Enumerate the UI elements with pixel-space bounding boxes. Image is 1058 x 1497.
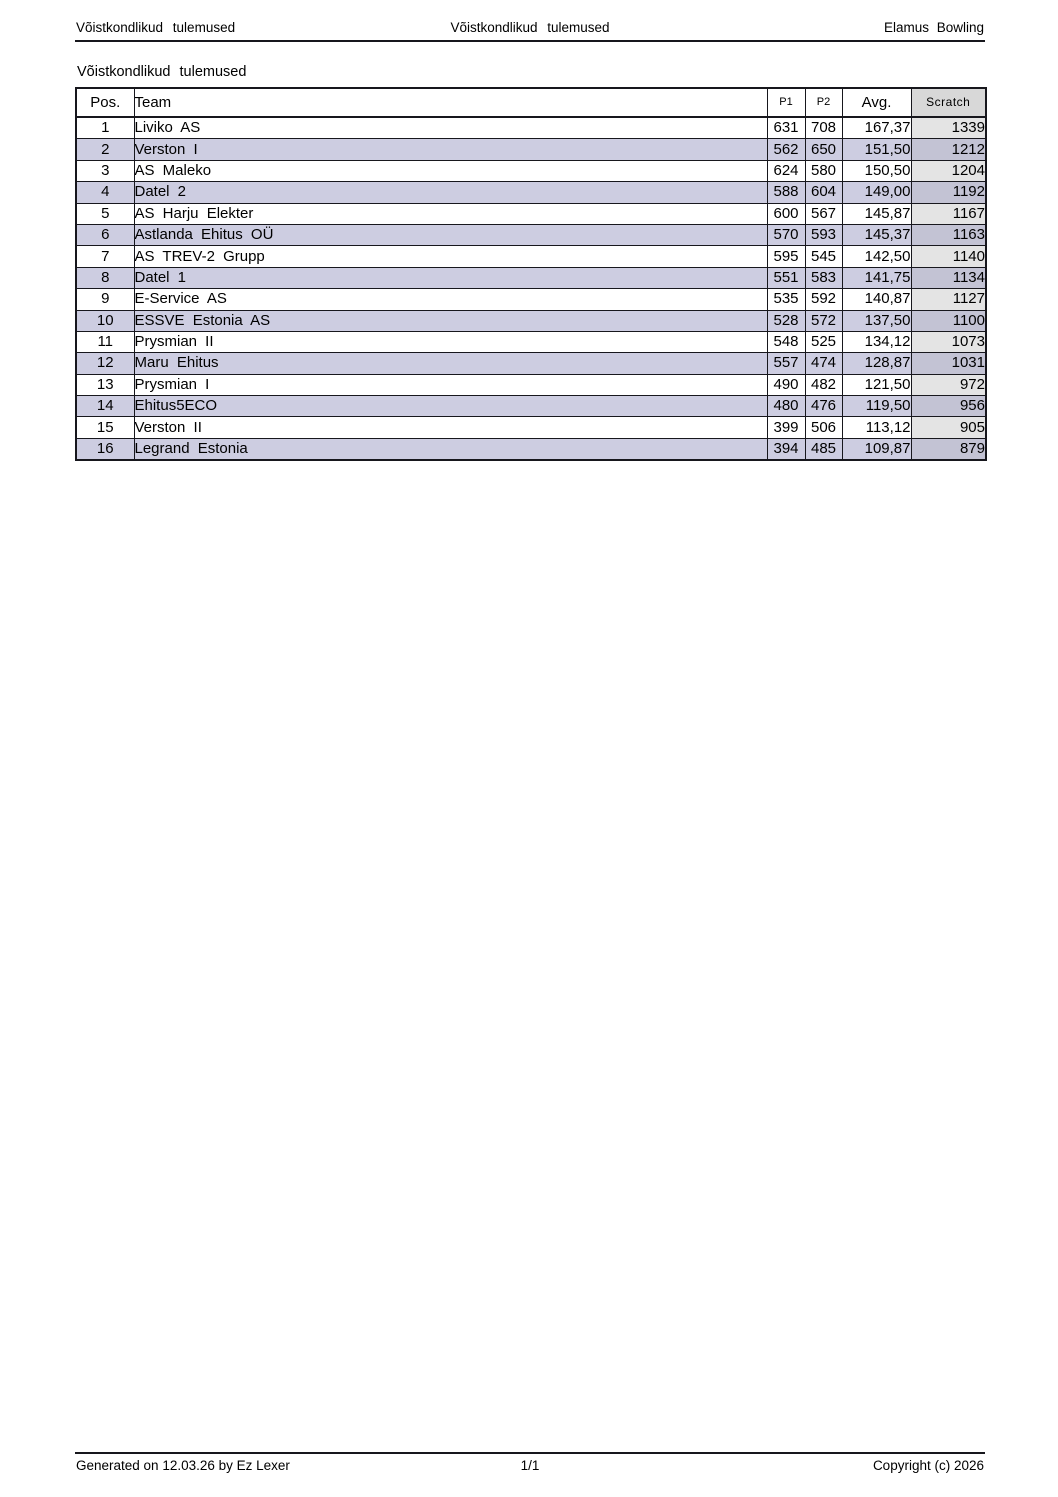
cell-pos: 6 [76, 224, 134, 245]
cell-p1: 480 [767, 396, 805, 417]
cell-scratch: 972 [911, 374, 986, 395]
cell-p2: 583 [805, 267, 842, 288]
cell-scratch: 1100 [911, 310, 986, 331]
results-table [75, 87, 987, 461]
cell-p1: 624 [767, 160, 805, 181]
page-header-center: Võistkondlikud tulemused [450, 20, 610, 35]
cell-scratch: 956 [911, 396, 986, 417]
table-row [76, 267, 986, 288]
cell-team: Prysmian II [134, 331, 767, 352]
cell-p1: 557 [767, 353, 805, 374]
column-header-p1: P1 [767, 88, 805, 117]
report-title: Võistkondlikud tulemused [77, 64, 247, 80]
cell-team: Astlanda Ehitus OÜ [134, 224, 767, 245]
table-row [76, 289, 986, 310]
cell-p2: 604 [805, 182, 842, 203]
cell-p2: 525 [805, 331, 842, 352]
cell-avg: 134,12 [842, 331, 911, 352]
cell-avg: 140,87 [842, 289, 911, 310]
cell-team: E-Service AS [134, 289, 767, 310]
cell-p1: 631 [767, 117, 805, 139]
cell-scratch: 1192 [911, 182, 986, 203]
cell-avg: 149,00 [842, 182, 911, 203]
cell-p2: 593 [805, 224, 842, 245]
table-row [76, 224, 986, 245]
cell-scratch: 1212 [911, 139, 986, 160]
cell-avg: 109,87 [842, 438, 911, 460]
cell-team: Verston II [134, 417, 767, 438]
cell-p1: 399 [767, 417, 805, 438]
footer-generated-text: Generated on 12.03.26 by Ez Lexer [76, 1458, 290, 1473]
cell-pos: 8 [76, 267, 134, 288]
cell-p2: 567 [805, 203, 842, 224]
cell-pos: 10 [76, 310, 134, 331]
cell-pos: 1 [76, 117, 134, 139]
cell-scratch: 1134 [911, 267, 986, 288]
cell-team: AS TREV-2 Grupp [134, 246, 767, 267]
cell-p1: 551 [767, 267, 805, 288]
cell-p2: 506 [805, 417, 842, 438]
results-table-header [76, 88, 986, 117]
cell-pos: 7 [76, 246, 134, 267]
header-row [76, 88, 986, 117]
cell-team: Prysmian I [134, 374, 767, 395]
cell-p1: 490 [767, 374, 805, 395]
results-table-body [76, 117, 986, 460]
cell-p2: 482 [805, 374, 842, 395]
cell-avg: 121,50 [842, 374, 911, 395]
column-header-pos: Pos. [76, 88, 134, 117]
table-row [76, 203, 986, 224]
table-row [76, 182, 986, 203]
cell-avg: 150,50 [842, 160, 911, 181]
cell-pos: 14 [76, 396, 134, 417]
cell-scratch: 879 [911, 438, 986, 460]
cell-p1: 548 [767, 331, 805, 352]
page-footer [75, 1452, 985, 1476]
cell-p1: 562 [767, 139, 805, 160]
cell-team: AS Harju Elekter [134, 203, 767, 224]
page-header-left: Võistkondlikud tulemused [76, 20, 236, 35]
cell-team: Datel 2 [134, 182, 767, 203]
table-row [76, 117, 986, 139]
cell-p2: 476 [805, 396, 842, 417]
cell-avg: 113,12 [842, 417, 911, 438]
cell-pos: 11 [76, 331, 134, 352]
table-row [76, 374, 986, 395]
cell-scratch: 1204 [911, 160, 986, 181]
cell-p1: 528 [767, 310, 805, 331]
page-header [75, 18, 985, 42]
table-row [76, 160, 986, 181]
cell-scratch: 1163 [911, 224, 986, 245]
page-header-right: Elamus Bowling [883, 20, 984, 35]
cell-avg: 145,37 [842, 224, 911, 245]
cell-p1: 394 [767, 438, 805, 460]
table-row [76, 417, 986, 438]
table-row [76, 396, 986, 417]
cell-pos: 5 [76, 203, 134, 224]
cell-team: ESSVE Estonia AS [134, 310, 767, 331]
column-header-team: Team [134, 88, 767, 117]
cell-scratch: 1073 [911, 331, 986, 352]
cell-team: Datel 1 [134, 267, 767, 288]
cell-avg: 167,37 [842, 117, 911, 139]
cell-scratch: 905 [911, 417, 986, 438]
cell-p2: 572 [805, 310, 842, 331]
cell-team: Verston I [134, 139, 767, 160]
cell-scratch: 1339 [911, 117, 986, 139]
cell-p2: 485 [805, 438, 842, 460]
cell-p1: 570 [767, 224, 805, 245]
cell-avg: 151,50 [842, 139, 911, 160]
cell-pos: 15 [76, 417, 134, 438]
cell-p1: 535 [767, 289, 805, 310]
cell-avg: 142,50 [842, 246, 911, 267]
table-row [76, 139, 986, 160]
cell-team: AS Maleko [134, 160, 767, 181]
cell-avg: 145,87 [842, 203, 911, 224]
cell-pos: 16 [76, 438, 134, 460]
cell-team: Maru Ehitus [134, 353, 767, 374]
cell-pos: 9 [76, 289, 134, 310]
cell-p1: 595 [767, 246, 805, 267]
cell-p2: 650 [805, 139, 842, 160]
cell-p2: 474 [805, 353, 842, 374]
cell-pos: 2 [76, 139, 134, 160]
cell-pos: 12 [76, 353, 134, 374]
footer-copyright: Copyright (c) 2026 [872, 1458, 984, 1473]
column-header-scratch: Scratch [911, 88, 986, 117]
column-header-avg: Avg. [842, 88, 911, 117]
cell-avg: 128,87 [842, 353, 911, 374]
cell-avg: 119,50 [842, 396, 911, 417]
cell-team: Legrand Estonia [134, 438, 767, 460]
cell-p1: 600 [767, 203, 805, 224]
cell-p2: 580 [805, 160, 842, 181]
cell-pos: 3 [76, 160, 134, 181]
table-row [76, 438, 986, 460]
column-header-p2: P2 [805, 88, 842, 117]
cell-scratch: 1031 [911, 353, 986, 374]
table-row [76, 310, 986, 331]
cell-p2: 592 [805, 289, 842, 310]
cell-scratch: 1127 [911, 289, 986, 310]
cell-pos: 13 [76, 374, 134, 395]
cell-pos: 4 [76, 182, 134, 203]
cell-avg: 141,75 [842, 267, 911, 288]
table-row [76, 331, 986, 352]
table-row [76, 246, 986, 267]
footer-page-number: 1/1 [520, 1458, 540, 1473]
cell-p1: 588 [767, 182, 805, 203]
cell-p2: 708 [805, 117, 842, 139]
cell-team: Liviko AS [134, 117, 767, 139]
cell-scratch: 1167 [911, 203, 986, 224]
cell-avg: 137,50 [842, 310, 911, 331]
cell-p2: 545 [805, 246, 842, 267]
cell-scratch: 1140 [911, 246, 986, 267]
cell-team: Ehitus5ECO [134, 396, 767, 417]
table-row [76, 353, 986, 374]
